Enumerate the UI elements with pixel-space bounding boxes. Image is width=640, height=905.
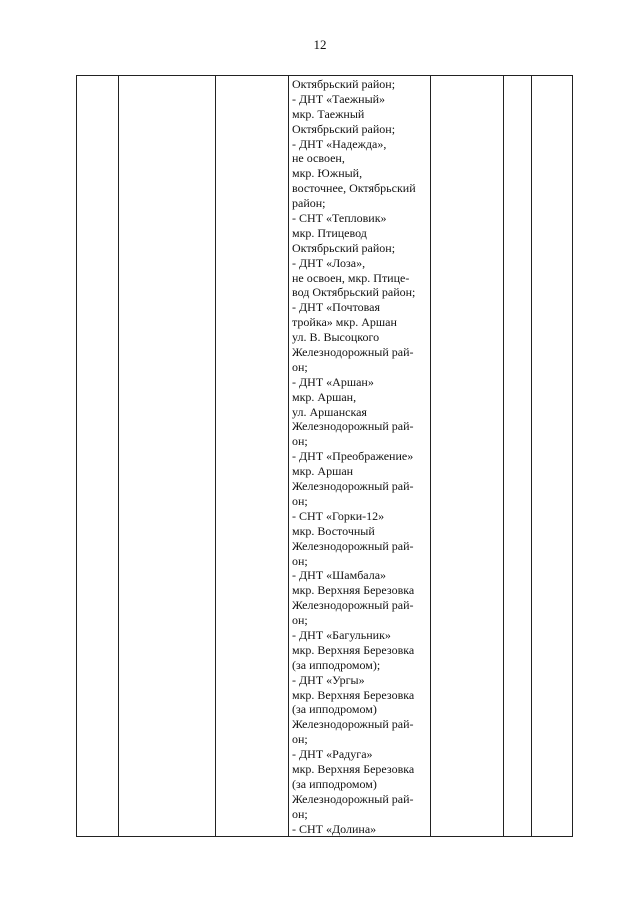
cell-text-line: Железнодорожный рай- [292, 345, 414, 360]
cell-text-line: мкр. Южный, [292, 166, 363, 181]
cell-text-line: Октябрьский район; [292, 240, 396, 255]
table-cell-col-3 [216, 76, 289, 837]
cell-text-line: мкр. Аршан, [292, 389, 357, 404]
cell-text-line: он; [292, 613, 308, 628]
cell-text-line: ул. Аршанская [292, 404, 367, 419]
table-cell-col-4 [289, 76, 431, 837]
cell-text-line: мкр. Аршан [292, 464, 354, 479]
cell-text-line: тройка» мкр. Аршан [292, 315, 397, 330]
cell-text-line: - ДНТ «Надежда», [292, 136, 387, 151]
cell-text-line: - ДНТ «Ургы» [292, 672, 365, 687]
table-cell-col-5 [431, 76, 504, 837]
cell-text-line: мкр. Таежный [292, 106, 365, 121]
cell-text-line: Железнодорожный рай- [292, 791, 414, 806]
cell-text-line: Октябрьский район; [292, 77, 396, 91]
cell-text-line: - ДНТ «Радуга» [292, 747, 373, 762]
cell-text-line: он; [292, 553, 308, 568]
cell-text-line: мкр. Птицевод [292, 225, 367, 240]
cell-text-line: (за ипподромом); [292, 657, 381, 672]
cell-text-line: мкр. Верхняя Березовка [292, 687, 415, 702]
cell-text-line: вод Октябрьский район; [292, 285, 416, 300]
table-cell-col-1 [77, 76, 119, 837]
cell-text-line: он; [292, 806, 308, 821]
cell-text-line: - ДНТ «Шамбала» [292, 568, 387, 583]
cell-text-line: район; [292, 196, 326, 211]
cell-text-line: - ДНТ «Аршан» [292, 374, 374, 389]
cell-text-line: Железнодорожный рай- [292, 598, 414, 613]
cell-text-line: - ДНТ «Лоза», [292, 255, 366, 270]
table-cell-col-7 [532, 76, 573, 837]
cell-text-line: Октябрьский район; [292, 121, 396, 136]
cell-text-line: мкр. Верхняя Березовка [292, 761, 415, 776]
cell-text-line: Железнодорожный рай- [292, 479, 414, 494]
cell-text-line: Железнодорожный рай- [292, 419, 414, 434]
cell-text-line: он; [292, 732, 308, 747]
cell-text-line: он; [292, 359, 308, 374]
cell-text-line: Железнодорожный рай- [292, 538, 414, 553]
table-row [77, 76, 573, 837]
table-cell-col-6 [504, 76, 532, 837]
page-number: 12 [313, 37, 327, 52]
cell-text-line: не освоен, [292, 151, 345, 166]
cell-text-line: - ДНТ «Таежный» [292, 91, 386, 106]
cell-text-line: - ДНТ «Почтовая [292, 300, 381, 315]
cell-text-line: - ДНТ «Багульник» [292, 627, 391, 642]
cell-text-line: мкр. Верхняя Березовка [292, 642, 415, 657]
cell-text-line: мкр. Восточный [292, 523, 375, 538]
cell-text-line: мкр. Верхняя Березовка [292, 583, 415, 598]
cell-text-line: не освоен, мкр. Птице- [292, 270, 410, 285]
cell-text-line: - СНТ «Долина» [292, 821, 377, 836]
document-table [76, 75, 573, 837]
table-cell-col-2 [119, 76, 216, 837]
cell-text-line: - СНТ «Тепловик» [292, 211, 387, 226]
cell-text-line: Железнодорожный рай- [292, 717, 414, 732]
cell-text-line: он; [292, 434, 308, 449]
cell-text-line: ул. В. Высоцкого [292, 330, 380, 345]
cell-text-line: - СНТ «Горки-12» [292, 508, 385, 523]
cell-text-line: восточнее, Октябрьский [292, 181, 416, 196]
cell-text-line: (за ипподромом) [292, 776, 377, 791]
cell-text-line: он; [292, 493, 308, 508]
cell-text-line: (за ипподромом) [292, 702, 377, 717]
table-cell-col-4-text [289, 76, 430, 836]
cell-text-line: - ДНТ «Преображение» [292, 449, 414, 464]
